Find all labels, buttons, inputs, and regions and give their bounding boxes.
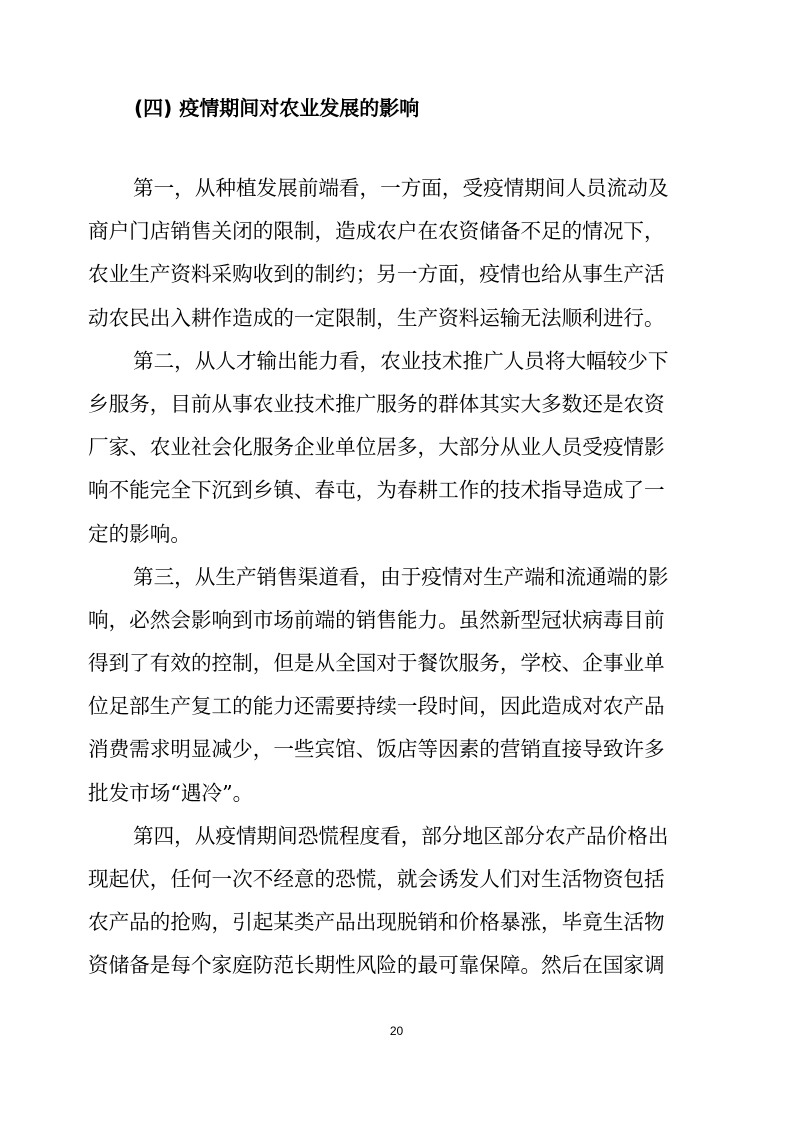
paragraph-line: 消费需求明显减少，一些宾馆、饭店等因素的营销直接导致许多 (88, 737, 665, 762)
paragraph-line: 乡服务，目前从事农业技术推广服务的群体其实大多数还是农资 (88, 391, 665, 416)
paragraph-line: 动农民出入耕作造成的一定限制，生产资料运输无法顺利进行。 (88, 305, 665, 330)
paragraph-line: 得到了有效的控制，但是从全国对于餐饮服务，学校、企事业单 (88, 651, 665, 676)
paragraph-line: 位足部生产复工的能力还需要持续一段时间，因此造成对农产品 (88, 694, 665, 719)
paragraph-line: 批发市场“遇冷”。 (88, 780, 254, 805)
paragraph-line: 现起伏，任何一次不经意的恐慌，就会诱发人们对生活物资包括 (88, 867, 665, 891)
section-heading: (四) 疫情期间对农业发展的影响 (134, 96, 420, 120)
paragraph-line: 商户门店销售关闭的限制，造成农户在农资储备不足的情况下， (88, 219, 665, 244)
paragraph-line: 第三，从生产销售渠道看，由于疫情对生产端和流通端的影 (133, 564, 669, 589)
paragraph-line: 第一，从种植发展前端看，一方面，受疫情期间人员流动及 (133, 176, 669, 200)
paragraph-line: 第四，从疫情期间恐慌程度看，部分地区部分农产品价格出 (133, 823, 669, 848)
paragraph-line: 响不能完全下沉到乡镇、春屯，为春耕工作的技术指导造成了一 (88, 478, 665, 503)
paragraph-line: 农业生产资料采购收到的制约；另一方面，疫情也给从事生产活 (88, 262, 665, 287)
paragraph-line: 定的影响。 (88, 521, 191, 546)
paragraph-line: 响，必然会影响到市场前端的销售能力。虽然新型冠状病毒目前 (88, 607, 665, 632)
paragraph-line: 资储备是每个家庭防范长期性风险的最可靠保障。然后在国家调 (88, 953, 665, 978)
paragraph-1 (88, 167, 708, 340)
body-text (88, 167, 708, 988)
paragraph-line: 厂家、农业社会化服务企业单位居多，大部分从业人员受疫情影 (88, 435, 665, 460)
page-number: 20 (389, 1024, 404, 1038)
paragraph-line: 第二，从人才输出能力看，农业技术推广人员将大幅较少下 (133, 348, 669, 373)
paragraph-line: 农产品的抢购，引起某类产品出现脱销和价格暴涨，毕竟生活物 (88, 910, 665, 935)
paragraph-3 (88, 556, 708, 815)
paragraph-2 (88, 340, 708, 556)
paragraph-4 (88, 815, 708, 988)
